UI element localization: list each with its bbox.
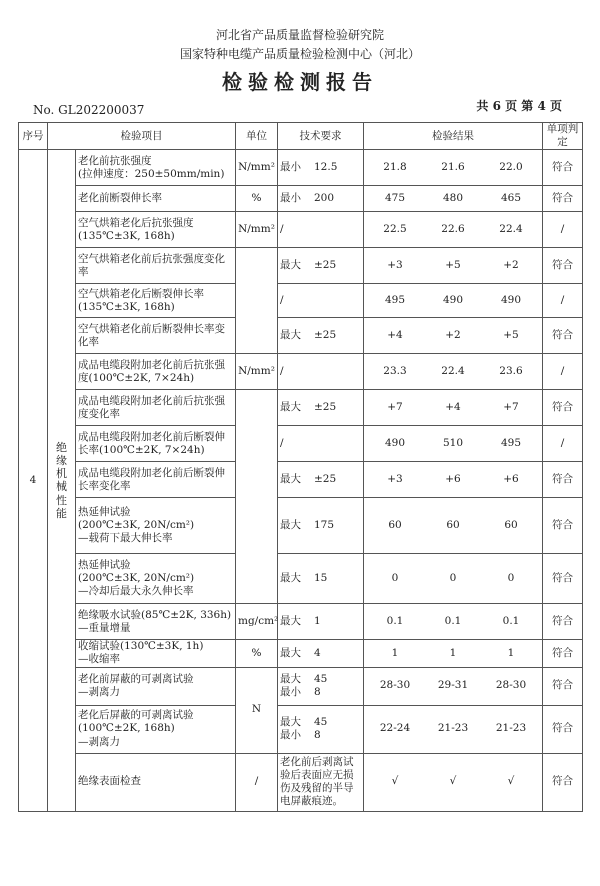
table-row [19,212,583,248]
result-cell [364,462,543,498]
result-3: +6 [503,473,519,486]
col-seq: 序号 [19,123,48,150]
result-2: 0 [449,572,457,585]
col-judge: 单项判定 [543,123,583,150]
requirement [280,401,361,414]
requirement-value: 175 [314,519,335,532]
result-1: 22-24 [379,722,411,735]
requirement [280,615,361,628]
judgement: 符合 [543,554,583,604]
requirement-key: 最大 [280,519,301,532]
result-1: 22.5 [383,223,407,236]
judgement: 符合 [543,248,583,284]
table-row [19,318,583,354]
result-1: 21.8 [383,161,407,174]
result-1: 60 [388,519,402,532]
test-item: 成品电缆段附加老化前后抗张强度(100℃±2K, 7×24h) [76,354,236,390]
group-seq: 4 [19,150,48,811]
judgement: / [543,354,583,390]
result-1: +7 [387,401,403,414]
unit-cell: N [236,667,278,753]
judgement: 符合 [543,667,583,705]
test-item: 空气烘箱老化后抗张强度 (135℃±3K, 168h) [76,212,236,248]
unit-cell: / [236,753,278,811]
unit-cell [236,248,278,354]
requirement-cell [278,248,364,284]
requirement-value: 45 8 [314,672,328,698]
requirement-cell [278,284,364,318]
requirement-key: 最大 最小 [280,672,301,698]
requirement-cell [278,212,364,248]
result-1: 490 [384,437,406,450]
unit-cell: N/mm² [236,150,278,186]
judgement: 符合 [543,390,583,426]
judgement: 符合 [543,150,583,186]
table-row [19,667,583,705]
requirement-key: 最大 [280,572,301,585]
requirement [280,223,361,236]
group-name-text: 绝缘机械性能 [56,440,67,520]
requirement-key: / [280,294,284,307]
page-info: 共 6 页 第 4 页 [476,99,562,113]
report-number: No. GL202200037 [33,103,145,117]
requirement-key: / [280,365,284,378]
requirement [280,647,361,660]
result-cell [364,554,543,604]
result-3: 28-30 [495,679,527,692]
col-item: 检验项目 [48,123,236,150]
requirement-value: 200 [314,192,335,205]
requirement-cell [278,667,364,705]
unit-cell: % [236,186,278,212]
requirement [280,329,361,342]
table-row [19,604,583,640]
result-2: √ [449,775,457,788]
result-1: √ [391,775,399,788]
result-1: 0.1 [386,615,404,628]
requirement-key: 最大 [280,329,301,342]
requirement [280,437,361,450]
result-2: 490 [442,294,464,307]
table-row [19,554,583,604]
requirement-key: 最大 [280,646,301,659]
requirement-key: 最大 [280,473,301,486]
result-2: 510 [442,437,464,450]
requirement-key: / [280,437,284,450]
judgement: 符合 [543,705,583,753]
requirement-key: 最大 [280,401,301,414]
result-values [366,615,540,628]
judgement: 符合 [543,186,583,212]
judgement: 符合 [543,318,583,354]
requirement-cell [278,705,364,753]
result-2: +2 [445,329,461,342]
table-row [19,753,583,811]
judgement: 符合 [543,498,583,554]
col-req: 技术要求 [278,123,364,150]
result-2: 29-31 [437,679,469,692]
requirement [280,365,361,378]
test-item: 热延伸试验 (200℃±3K, 20N/cm²) —冷却后最大永久伸长率 [76,554,236,604]
result-cell [364,186,543,212]
requirement-cell [278,186,364,212]
test-item: 收缩试验(130℃±3K, 1h) —收缩率 [76,640,236,667]
table-row [19,426,583,462]
result-cell [364,426,543,462]
result-1: +3 [387,473,403,486]
result-values [366,473,540,486]
requirement-value: ±25 [314,401,337,414]
requirement-value: 45 8 [314,715,328,741]
result-cell [364,390,543,426]
requirement [280,572,361,585]
result-2: 1 [449,646,457,659]
requirement-key: 最大 最小 [280,715,301,741]
judgement: 符合 [543,462,583,498]
result-cell [364,284,543,318]
test-item: 空气烘箱老化前后抗张强度变化率 [76,248,236,284]
requirement-value: ±25 [314,259,337,272]
requirement-cell [278,150,364,186]
result-3: +2 [503,259,519,272]
requirement-key: 最小 [280,161,301,174]
result-3: 465 [500,192,522,205]
result-cell [364,604,543,640]
requirement-cell [278,554,364,604]
requirement-value: 1 [314,615,321,628]
result-3: 1 [507,646,515,659]
test-item: 老化前抗张强度 (拉伸速度：250±50mm/min) [76,150,236,186]
table-row [19,354,583,390]
test-item: 热延伸试验 (200℃±3K, 20N/cm²) —载荷下最大伸长率 [76,498,236,554]
col-result: 检验结果 [364,123,543,150]
requirement-value: ±25 [314,329,337,342]
result-values [366,401,540,414]
result-2: 22.6 [441,223,465,236]
result-cell [364,212,543,248]
result-3: 490 [500,294,522,307]
judgement: / [543,284,583,318]
results-table [18,122,583,812]
table-row [19,248,583,284]
result-2: 21.6 [441,161,465,174]
result-values [366,259,540,272]
test-item: 绝缘吸水试验(85℃±2K, 336h) —重量增量 [76,604,236,640]
result-1: 28-30 [379,679,411,692]
result-1: +3 [387,259,403,272]
result-3: +5 [503,329,519,342]
result-cell [364,705,543,753]
judgement: / [543,212,583,248]
result-values [366,161,540,174]
result-cell [364,667,543,705]
requirement-value: ±25 [314,473,337,486]
result-2: 21-23 [437,722,469,735]
table-row [19,186,583,212]
judgement: 符合 [543,604,583,640]
result-values [366,679,540,692]
test-item: 绝缘表面检查 [76,753,236,811]
requirement [280,259,361,272]
result-values [366,437,540,450]
result-2: 0.1 [444,615,462,628]
requirement-cell [278,390,364,426]
requirement-cell [278,354,364,390]
result-values [366,519,540,532]
requirement [280,519,361,532]
result-2: +5 [445,259,461,272]
result-2: 60 [446,519,460,532]
result-2: +6 [445,473,461,486]
table-row [19,705,583,753]
requirement-key: / [280,223,284,236]
requirement [280,294,361,307]
result-values [366,572,540,585]
test-item: 空气烘箱老化后断裂伸长率 (135℃±3K, 168h) [76,284,236,318]
test-item: 成品电缆段附加老化前后抗张强度变化率 [76,390,236,426]
result-values [366,775,540,788]
table-row [19,390,583,426]
result-cell [364,248,543,284]
requirement-cell [278,498,364,554]
judgement: 符合 [543,753,583,811]
result-3: √ [507,775,515,788]
result-2: 22.4 [441,365,465,378]
requirement [280,716,361,742]
result-2: +4 [445,401,461,414]
test-item: 老化后屏蔽的可剥离试验 (100℃±2K, 168h) —剥离力 [76,705,236,753]
requirement-cell [278,426,364,462]
test-item: 成品电缆段附加老化前后断裂伸长率变化率 [76,462,236,498]
result-cell [364,354,543,390]
requirement-cell: 老化前后剥离试验后表面应无损伤及残留的半导电屏蔽痕迹。 [278,753,364,811]
table-row [19,640,583,667]
result-values [366,647,540,660]
requirement-cell [278,604,364,640]
result-values [366,365,540,378]
requirement-cell [278,462,364,498]
result-cell [364,318,543,354]
result-3: 23.6 [499,365,523,378]
test-item: 成品电缆段附加老化前后断裂伸长率(100℃±2K, 7×24h) [76,426,236,462]
unit-cell [236,390,278,604]
unit-cell: N/mm² [236,354,278,390]
table-row [19,462,583,498]
result-values [366,294,540,307]
requirement-cell [278,318,364,354]
result-1: 0 [391,572,399,585]
result-3: 22.0 [499,161,523,174]
unit-cell: N/mm² [236,212,278,248]
judgement: / [543,426,583,462]
group-name [48,150,76,811]
requirement-value: 4 [314,646,321,659]
result-values [366,722,540,735]
result-cell [364,498,543,554]
table-row [19,284,583,318]
result-3: 60 [504,519,518,532]
table-row [19,498,583,554]
result-3: 0 [507,572,515,585]
result-2: 480 [442,192,464,205]
result-3: 22.4 [499,223,523,236]
result-cell [364,753,543,811]
test-item: 老化前断裂伸长率 [76,186,236,212]
result-values [366,329,540,342]
table-row [19,150,583,186]
judgement: 符合 [543,640,583,667]
result-1: +4 [387,329,403,342]
result-values [366,223,540,236]
result-3: 0.1 [502,615,520,628]
unit-cell: % [236,640,278,667]
requirement-value: 15 [314,572,328,585]
result-1: 475 [384,192,406,205]
requirement-key: 最大 [280,615,301,628]
result-1: 23.3 [383,365,407,378]
requirement [280,161,361,174]
unit-cell: mg/cm² [236,604,278,640]
test-item: 空气烘箱老化前后断裂伸长率变化率 [76,318,236,354]
result-cell [364,150,543,186]
result-3: +7 [503,401,519,414]
result-1: 1 [391,646,399,659]
col-unit: 单位 [236,123,278,150]
requirement-cell [278,640,364,667]
result-cell [364,640,543,667]
test-item: 老化前屏蔽的可剥离试验 —剥离力 [76,667,236,705]
requirement [280,192,361,205]
center-name: 国家特种电缆产品质量检验检测中心（河北） [179,47,420,61]
result-3: 21-23 [495,722,527,735]
institute-name: 河北省产品质量监督检验研究院 [215,28,384,42]
report-title: 检验检测报告 [222,70,378,94]
requirement-value: 12.5 [314,161,338,174]
requirement [280,473,361,486]
result-1: 495 [384,294,406,307]
requirement-key: 最小 [280,192,301,205]
requirement [280,673,361,699]
result-3: 495 [500,437,522,450]
requirement-key: 最大 [280,259,301,272]
result-values [366,192,540,205]
